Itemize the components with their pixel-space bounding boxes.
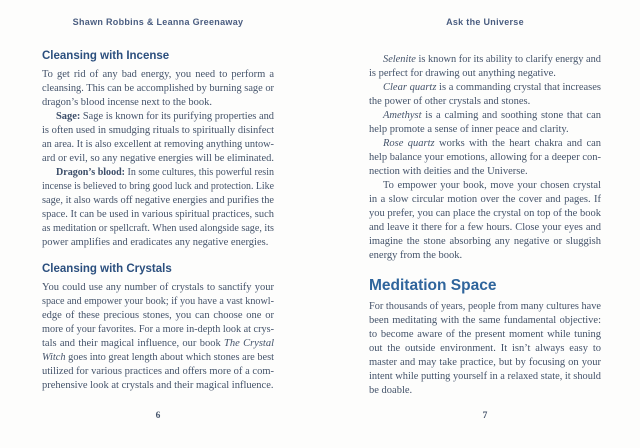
text-segment: To get rid of any bad energy, you need to perform a [42, 69, 274, 80]
text-segment: intent while putting yourself in a relaxed state, it should [369, 371, 601, 382]
text-segment-italic: Witch [42, 352, 66, 363]
text-line-content [42, 124, 274, 138]
right-page-content [369, 53, 601, 398]
text-line [369, 179, 601, 193]
text-line [369, 221, 601, 235]
text-line [42, 166, 274, 180]
text-segment: help balance your emotions, allowing for a deeper con- [369, 152, 601, 163]
text-line [369, 123, 601, 137]
text-line-content [42, 309, 274, 323]
text-line [369, 81, 601, 95]
text-line-content [56, 110, 274, 124]
text-line-content [369, 221, 601, 235]
paragraph [369, 300, 601, 398]
text-segment: Sage is known for its purifying properties and [80, 111, 274, 122]
page-number-right: 7 [482, 411, 488, 421]
text-line [369, 384, 601, 398]
text-line [369, 249, 601, 263]
text-line-content [369, 356, 601, 370]
text-line-content [42, 82, 274, 96]
text-line [42, 152, 274, 166]
text-segment: cleansing. This can be accomplished by burning sage or [42, 83, 274, 94]
text-segment: is a calming and soothing stone that can [421, 110, 601, 121]
text-line [369, 300, 601, 314]
text-segment: energy from the book. [369, 250, 463, 261]
text-segment: is known for its ability to clarify energy and [415, 54, 601, 65]
text-line-content [42, 281, 274, 295]
text-line-content [369, 384, 412, 398]
running-head-left: Shawn Robbins & Leanna Greenaway [72, 17, 244, 27]
paragraph [42, 68, 274, 110]
text-line [369, 328, 601, 342]
paragraph [42, 166, 274, 250]
text-line [369, 207, 601, 221]
paragraph [42, 281, 274, 393]
text-line [42, 96, 274, 110]
text-line [369, 193, 601, 207]
text-segment: goes into great length about which stones are best [65, 352, 274, 363]
text-line-content [42, 323, 274, 337]
page-number-left: 6 [155, 411, 161, 421]
text-line-content [42, 295, 274, 309]
text-segment: works with the heart chakra and can [434, 138, 602, 149]
text-segment: help promote a sense of inner peace and clarity. [369, 124, 569, 135]
text-line-content [42, 68, 274, 82]
text-line-content [383, 109, 601, 123]
text-line [42, 351, 274, 365]
text-line [369, 53, 601, 67]
text-segment: In some cultures, this powerful resin [125, 167, 274, 178]
text-line [42, 82, 274, 96]
text-line-content [42, 351, 274, 365]
section-heading-large: Meditation Space [369, 277, 497, 294]
text-segment: to become aware of the present moment while tuning [369, 329, 601, 340]
text-segment: an area. It is also excellent at removing anything untow- [42, 139, 274, 150]
text-line-content [369, 342, 601, 356]
text-segment: incense is believed to bring good luck and protection. Like [42, 181, 274, 192]
text-line-content [369, 300, 601, 314]
text-line-content [383, 53, 601, 67]
text-line-content [369, 165, 528, 179]
text-segment: imagine the stone absorbing any negative or sluggish [369, 236, 601, 247]
text-line-content [42, 180, 274, 194]
text-line [42, 208, 274, 222]
text-segment-italic: Amethyst [383, 110, 422, 121]
text-line-content [369, 67, 556, 81]
text-line [369, 356, 601, 370]
text-segment: be doable. [369, 385, 413, 396]
text-segment: out the outside environment. It isn’t always easy to [369, 343, 601, 354]
text-segment: and leave it there for a few hours. Close your eyes and [369, 222, 601, 233]
text-segment-bold: Dragon’s blood: [56, 167, 126, 178]
text-segment: is often used in smudging rituals to spiritually disinfect [42, 125, 274, 136]
text-segment: power amplifies and eradicates any negative energies. [42, 237, 269, 248]
text-segment: sage, it also wards off negative energies and purifies the [42, 195, 274, 206]
text-segment: To empower your book, move your chosen crystal [383, 180, 601, 191]
text-segment: You could use any number of crystals to sanctify your [42, 282, 274, 293]
text-line [42, 68, 274, 82]
left-page [42, 0, 274, 448]
text-line-content [369, 328, 601, 342]
paragraph [42, 110, 274, 166]
text-line [42, 110, 274, 124]
text-segment-bold: Sage: [56, 111, 81, 122]
text-segment: as meditation or spellcraft. When used alongside sage, its [42, 223, 274, 234]
text-line-content [369, 370, 601, 384]
text-line [42, 222, 274, 236]
text-line-content [56, 166, 274, 180]
text-segment: ard or evil, so any negative energies will be eliminated. [42, 153, 274, 164]
text-line-content [383, 81, 601, 95]
text-line-content [42, 138, 274, 152]
text-segment: the power of other crystals and stones. [369, 96, 531, 107]
text-line [369, 235, 601, 249]
text-segment: nection with deities and the Universe. [369, 166, 528, 177]
text-segment: is perfect for drawing out anything negative. [369, 68, 556, 79]
paragraph [369, 109, 601, 137]
text-line-content [369, 193, 601, 207]
text-segment: space and empower your book; if you have a vast knowl- [42, 296, 274, 307]
text-line [42, 337, 274, 351]
text-line [42, 180, 274, 194]
paragraph [369, 81, 601, 109]
text-line-content [369, 314, 601, 328]
text-line [42, 194, 274, 208]
text-segment-italic: The Crystal [224, 338, 275, 349]
text-line [42, 138, 274, 152]
text-line [369, 151, 601, 165]
paragraph [369, 137, 601, 179]
text-line-content [42, 236, 268, 250]
text-line [369, 314, 601, 328]
text-segment: you prefer, you can place the crystal on top of the book [369, 208, 601, 219]
text-line [369, 137, 601, 151]
text-segment-italic: Clear quartz [383, 82, 437, 93]
text-line [369, 342, 601, 356]
text-line-content [42, 208, 274, 222]
text-line-content [42, 152, 274, 166]
text-line [42, 323, 274, 337]
text-line [42, 295, 274, 309]
text-line-content [369, 123, 569, 137]
text-segment: master and may take practice, but by focusing on your [369, 357, 601, 368]
paragraph [369, 179, 601, 263]
text-segment: prehensive look at crystals and their magical influence. [42, 380, 274, 391]
text-segment: For thousands of years, people from many cultures have [369, 301, 601, 312]
section-heading-small: Cleansing with Crystals [42, 263, 172, 275]
text-line-content [42, 194, 274, 208]
text-line-content [383, 137, 601, 151]
right-page [369, 0, 601, 448]
text-line [369, 67, 601, 81]
text-segment: in a slow circular motion over the cover and pages. If [369, 194, 601, 205]
text-line-content [383, 179, 601, 193]
text-line-content [42, 222, 274, 236]
text-segment: edge of these precious stones, you can choose one or [42, 310, 274, 321]
text-segment: more of your favorites. For a more in-depth look at crys- [42, 324, 274, 335]
text-segment: dragon’s blood incense next to the book. [42, 97, 213, 108]
text-line [42, 281, 274, 295]
text-segment: is a commanding crystal that increases [436, 82, 601, 93]
running-head-right: Ask the Universe [446, 17, 524, 27]
text-segment-italic: Rose quartz [383, 138, 435, 149]
text-segment: space. It can be used in various spiritual practices, such [42, 209, 274, 220]
section-heading-small: Cleansing with Incense [42, 50, 170, 62]
text-line-content [369, 207, 601, 221]
text-line-content [369, 235, 601, 249]
text-line [369, 95, 601, 109]
text-line-content [42, 379, 274, 393]
text-line [369, 165, 601, 179]
text-line-content [42, 96, 212, 110]
left-page-content [42, 49, 274, 393]
text-segment: been meditating with the same fundamental objective: [369, 315, 601, 326]
text-segment-italic: Selenite [383, 54, 416, 65]
text-segment: utilized for various practices and offers more of a com- [42, 366, 274, 377]
text-line [42, 365, 274, 379]
text-line-content [369, 151, 601, 165]
text-line [42, 124, 274, 138]
text-line-content [42, 337, 274, 351]
text-segment: tals and their magical influence, our book [42, 338, 225, 349]
text-line [42, 379, 274, 393]
text-line [369, 370, 601, 384]
text-line [42, 236, 274, 250]
text-line [42, 309, 274, 323]
text-line-content [42, 365, 274, 379]
paragraph [369, 53, 601, 81]
text-line [369, 109, 601, 123]
text-line-content [369, 95, 530, 109]
text-line-content [369, 249, 462, 263]
